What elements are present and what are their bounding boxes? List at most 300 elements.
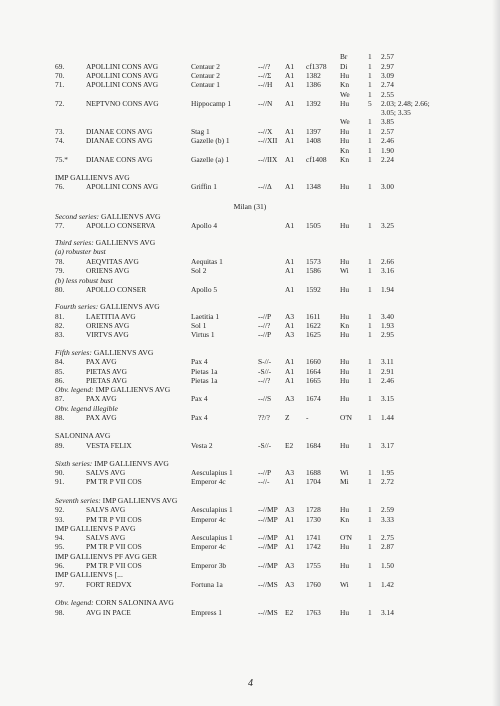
reverse-legend-cell: DIANAE CONS AVG	[86, 127, 153, 136]
reverse-legend-cell: APOLLINI CONS AVG	[86, 182, 159, 191]
collection-cell: Hu	[340, 312, 350, 321]
count-cell: 1	[368, 127, 372, 136]
officina-cell: A1	[285, 80, 295, 89]
reference-cell: 1665	[306, 376, 321, 385]
collection-cell: Kn	[340, 155, 350, 164]
collection-cell: O'N	[340, 413, 353, 422]
weight-cell: 1.44	[381, 413, 394, 422]
reference-cell: 1586	[306, 266, 321, 275]
mintmark-cell: --//P	[258, 468, 272, 477]
obverse-legend: GALLIENVS AVG	[95, 238, 156, 247]
weight-cell: 1.42	[381, 580, 394, 589]
table-row	[0, 441, 500, 451]
reference-cell: 1622	[306, 321, 321, 330]
reverse-legend-cell: AVG IN PACE	[86, 608, 131, 617]
collection-cell: Wi	[340, 468, 349, 477]
count-cell: 1	[368, 542, 372, 551]
weight-cell: 3.33	[381, 515, 394, 524]
mintmark-cell: --//Δ	[258, 182, 272, 191]
catalogue-number-cell: 95.	[55, 542, 65, 551]
count-cell: 1	[368, 266, 372, 275]
mintmark-cell: --//P	[258, 312, 272, 321]
obverse-legend: CORN SALONINA AVG	[95, 598, 174, 607]
catalogue-number-cell: 78.	[55, 257, 65, 266]
count-cell: 1	[368, 367, 372, 376]
weight-cell: 2.24	[381, 155, 394, 164]
weight-cell: 3.14	[381, 608, 394, 617]
reverse-type-cell: Emperor 4c	[191, 515, 226, 524]
weight-cell: 2.57	[381, 52, 394, 61]
weight-cell: 2.55	[381, 90, 394, 99]
reverse-legend-cell: ORIENS AVG	[86, 321, 130, 330]
table-row	[0, 505, 500, 515]
collection-cell: Hu	[340, 257, 350, 266]
obverse-legend: GALLIENVS AVG	[93, 348, 154, 357]
mintmark-cell: --//Σ	[258, 71, 272, 80]
reference-cell: 1730	[306, 515, 321, 524]
series-label: Obv. legend:	[55, 598, 94, 607]
reference-cell: 1688	[306, 468, 321, 477]
collection-cell: Hu	[340, 376, 350, 385]
series-label: Fifth series:	[55, 348, 92, 357]
catalogue-number-cell: 88.	[55, 413, 65, 422]
mintmark-cell: --//IIX	[258, 155, 278, 164]
table-row	[0, 117, 500, 127]
collection-cell: Kn	[340, 146, 350, 155]
series-label: Fourth series:	[55, 302, 99, 311]
catalogue-number-cell: 84.	[55, 357, 65, 366]
weight-cell: 2.57	[381, 127, 394, 136]
count-cell: 1	[368, 155, 372, 164]
table-row	[0, 477, 500, 487]
collection-cell: Di	[340, 62, 348, 71]
reference-cell: 1382	[306, 71, 321, 80]
reverse-legend-cell: SALVS AVG	[86, 533, 126, 542]
collection-cell: We	[340, 117, 350, 126]
mintmark-cell: --//MP	[258, 533, 278, 542]
officina-cell: A3	[285, 312, 295, 321]
catalogue-number-cell: 90.	[55, 468, 65, 477]
catalogue-number-cell: 74.	[55, 136, 65, 145]
reverse-legend-cell: SALVS AVG	[86, 468, 126, 477]
count-cell: 1	[368, 117, 372, 126]
count-cell: 1	[368, 136, 372, 145]
reverse-legend-cell: DIANAE CONS AVG	[86, 136, 153, 145]
obverse-legend: IMP GALLIENVS AVG	[102, 496, 178, 505]
officina-cell: E2	[285, 608, 294, 617]
mintmark-cell: --//P	[258, 330, 272, 339]
reverse-legend-cell: VESTA FELIX	[86, 441, 132, 450]
weight-cell: 3.11	[381, 357, 394, 366]
collection-cell: Mi	[340, 477, 349, 486]
reverse-type-cell: Centaur 2	[191, 62, 220, 71]
officina-cell: A1	[285, 285, 295, 294]
catalogue-number-cell: 73.	[55, 127, 65, 136]
reference-cell: 1728	[306, 505, 321, 514]
page-number: 4	[248, 678, 253, 689]
officina-cell: A1	[285, 321, 295, 330]
reverse-type-cell: Emperor 4c	[191, 477, 226, 486]
reference-cell: 1704	[306, 477, 321, 486]
officina-cell: A3	[285, 561, 295, 570]
reverse-type-cell: Sol 1	[191, 321, 207, 330]
series-label: Seventh series:	[55, 496, 101, 505]
catalogue-number-cell: 92.	[55, 505, 65, 514]
officina-cell: A1	[285, 533, 295, 542]
reverse-legend-cell: SALVS AVG	[86, 505, 126, 514]
weight-cell: 1.50	[381, 561, 394, 570]
catalogue-number-cell: 72.	[55, 99, 65, 108]
catalogue-number-cell: 69.	[55, 62, 65, 71]
officina-cell: A3	[285, 330, 295, 339]
count-cell: 1	[368, 468, 372, 477]
collection-cell: Hu	[340, 127, 350, 136]
count-cell: 1	[368, 376, 372, 385]
reference-cell: 1625	[306, 330, 321, 339]
weight-cell: 2.97	[381, 62, 394, 71]
collection-cell: Kn	[340, 80, 350, 89]
catalogue-number-cell: 75.*	[55, 155, 68, 164]
table-row	[0, 542, 500, 552]
weight-cell: 3.17	[381, 441, 394, 450]
weight-cell: 1.90	[381, 146, 394, 155]
catalogue-number-cell: 87.	[55, 394, 65, 403]
mintmark-cell: S-//-	[258, 357, 272, 366]
weight-cell: 3.15	[381, 394, 394, 403]
weight-cell: 3.05; 3.35	[381, 108, 411, 117]
reverse-type-cell: Apollo 4	[191, 221, 218, 230]
weight-cell: 1.95	[381, 468, 394, 477]
mintmark-cell: --//MS	[258, 580, 278, 589]
count-cell: 1	[368, 441, 372, 450]
reverse-legend-cell: LAETITIA AVG	[86, 312, 136, 321]
officina-cell: A1	[285, 266, 295, 275]
reference-cell: 1392	[306, 99, 321, 108]
collection-cell: Hu	[340, 542, 350, 551]
officina-cell: A1	[285, 257, 295, 266]
count-cell: 5	[368, 99, 372, 108]
reference-cell: 1505	[306, 221, 321, 230]
reference-cell: 1674	[306, 394, 321, 403]
table-row	[0, 357, 500, 367]
series-label: Second series:	[55, 212, 100, 221]
weight-cell: 2.46	[381, 376, 394, 385]
mintmark-cell: ??/?	[258, 413, 270, 422]
count-cell: 1	[368, 561, 372, 570]
officina-cell: A1	[285, 477, 295, 486]
mintmark-cell: --//XII	[258, 136, 278, 145]
table-row	[0, 608, 500, 618]
subheading: IMP GALLIENVS PF AVG GER	[55, 552, 158, 561]
weight-cell: 2.75	[381, 533, 394, 542]
catalogue-number-cell: 97.	[55, 580, 65, 589]
count-cell: 1	[368, 515, 372, 524]
reference-cell: 1763	[306, 608, 321, 617]
mintmark-cell: -S//-	[258, 441, 272, 450]
mintmark-cell: --//MS	[258, 608, 278, 617]
series-label: Sixth series:	[55, 459, 93, 468]
reverse-type-cell: Hippocamp 1	[191, 99, 232, 108]
collection-cell: Br	[340, 52, 348, 61]
reverse-type-cell: Apollo 5	[191, 285, 218, 294]
catalogue-number-cell: 85.	[55, 367, 65, 376]
obverse-legend: GALLIENVS AVG	[100, 212, 161, 221]
table-row	[0, 285, 500, 295]
officina-cell: A1	[285, 376, 295, 385]
collection-cell: Hu	[340, 367, 350, 376]
mintmark-cell: --//H	[258, 80, 273, 89]
officina-cell: A1	[285, 155, 295, 164]
series-heading	[55, 598, 174, 608]
reverse-legend-cell: PM TR P VII COS	[86, 477, 142, 486]
count-cell: 1	[368, 312, 372, 321]
reverse-type-cell: Emperor 3b	[191, 561, 227, 570]
table-row	[0, 80, 500, 90]
bust-note: (a) robuster bust	[55, 247, 106, 256]
officina-cell: A1	[285, 357, 295, 366]
officina-cell: E2	[285, 441, 294, 450]
reverse-type-cell: Pax 4	[191, 357, 208, 366]
collection-cell: Kn	[340, 321, 350, 330]
reverse-type-cell: Aesculapius 1	[191, 505, 233, 514]
reference-cell: 1611	[306, 312, 321, 321]
officina-cell: A1	[285, 182, 295, 191]
table-row	[0, 580, 500, 590]
reverse-legend-cell: APOLLINI CONS AVG	[86, 71, 159, 80]
weight-cell: 2.46	[381, 136, 394, 145]
reverse-legend-cell: AEQVITAS AVG	[86, 257, 139, 266]
series-label: Third series:	[55, 238, 94, 247]
reference-cell: 1348	[306, 182, 321, 191]
obverse-legend: GALLIENVS AVG	[100, 302, 160, 311]
officina-cell: Z	[285, 413, 290, 422]
mintmark-cell: --//MP	[258, 542, 278, 551]
collection-cell: O'N	[340, 533, 353, 542]
reference-cell: 1760	[306, 580, 321, 589]
officina-cell: A1	[285, 515, 295, 524]
mintmark-cell: --//S	[258, 394, 272, 403]
catalogue-number-cell: 94.	[55, 533, 65, 542]
reverse-legend-cell: FORT REDVX	[86, 580, 132, 589]
reverse-type-cell: Centaur 2	[191, 71, 220, 80]
mintmark-cell: --//?	[258, 62, 271, 71]
officina-cell: A3	[285, 468, 295, 477]
table-row	[0, 266, 500, 276]
catalogue-number-cell: 98.	[55, 608, 65, 617]
mintmark-cell: --//MP	[258, 505, 278, 514]
reference-cell: 1573	[306, 257, 321, 266]
reverse-legend-cell: NEPTVNO CONS AVG	[86, 99, 159, 108]
officina-cell: A3	[285, 394, 295, 403]
reverse-legend-cell: PM TR P VII COS	[86, 561, 142, 570]
mintmark-cell: --//?	[258, 376, 271, 385]
reverse-type-cell: Fortuna 1a	[191, 580, 223, 589]
series-heading	[55, 302, 160, 312]
reverse-type-cell: Pax 4	[191, 413, 208, 422]
catalogue-number-cell: 93.	[55, 515, 65, 524]
weight-cell: 3.25	[381, 221, 394, 230]
collection-cell: Hu	[340, 330, 350, 339]
collection-cell: Hu	[340, 505, 350, 514]
count-cell: 1	[368, 608, 372, 617]
collection-cell: Hu	[340, 71, 350, 80]
reference-cell: 1660	[306, 357, 321, 366]
collection-cell: Hu	[340, 285, 350, 294]
mintmark-cell: --//?	[258, 321, 271, 330]
collection-cell: Hu	[340, 357, 350, 366]
reference-cell: 1684	[306, 441, 321, 450]
reference-cell: 1386	[306, 80, 321, 89]
reverse-type-cell: Emperor 4c	[191, 542, 226, 551]
reverse-legend-cell: PAX AVG	[86, 357, 117, 366]
mintmark-cell: -S//-	[258, 367, 272, 376]
reverse-type-cell: Aequitas 1	[191, 257, 223, 266]
reference-cell: 1592	[306, 285, 321, 294]
subheading	[55, 247, 106, 257]
weight-cell: 1.94	[381, 285, 394, 294]
reference-cell: 1408	[306, 136, 321, 145]
table-row	[0, 136, 500, 146]
officina-cell: A1	[285, 136, 295, 145]
count-cell: 1	[368, 62, 372, 71]
reference-cell: -	[306, 413, 309, 422]
reverse-type-cell: Gazelle (a) 1	[191, 155, 230, 164]
collection-cell: Hu	[340, 441, 350, 450]
weight-cell: 2.74	[381, 80, 394, 89]
reverse-legend-cell: VIRTVS AVG	[86, 330, 129, 339]
weight-cell: 2.87	[381, 542, 394, 551]
table-row	[0, 394, 500, 404]
reference-cell: 1741	[306, 533, 321, 542]
count-cell: 1	[368, 321, 372, 330]
mintmark-cell: --//MP	[258, 515, 278, 524]
catalogue-number-cell: 76.	[55, 182, 65, 191]
catalogue-number-cell: 70.	[55, 71, 65, 80]
collection-cell: Hu	[340, 182, 350, 191]
collection-cell: Hu	[340, 394, 350, 403]
mintmark-cell: --//N	[258, 99, 273, 108]
count-cell: 1	[368, 357, 372, 366]
table-row	[0, 182, 500, 192]
weight-cell: 2.91	[381, 367, 394, 376]
weight-cell: 2.59	[381, 505, 394, 514]
reverse-legend-cell: APOLLINI CONS AVG	[86, 80, 159, 89]
catalogue-number-cell: 80.	[55, 285, 65, 294]
collection-cell: Kn	[340, 515, 350, 524]
reverse-legend-cell: PIETAS AVG	[86, 376, 127, 385]
officina-cell: A3	[285, 505, 295, 514]
reference-cell: cf1408	[306, 155, 327, 164]
reverse-legend-cell: PM TR P VII COS	[86, 542, 142, 551]
count-cell: 1	[368, 413, 372, 422]
collection-cell: Hu	[340, 561, 350, 570]
weight-cell: 3.09	[381, 71, 394, 80]
count-cell: 1	[368, 221, 372, 230]
weight-cell: 2.72	[381, 477, 394, 486]
count-cell: 1	[368, 90, 372, 99]
subheading: IMP GALLIENVS P AVG	[55, 524, 136, 533]
reference-cell: cf1378	[306, 62, 327, 71]
weight-cell: 2.66	[381, 257, 394, 266]
officina-cell: A1	[285, 542, 295, 551]
reverse-legend-cell: APOLLO CONSER	[86, 285, 147, 294]
reverse-legend-cell: APOLLO CONSERVA	[86, 221, 156, 230]
collection-cell: Wi	[340, 580, 349, 589]
collection-cell: Hu	[340, 221, 350, 230]
obverse-legend: IMP GALLIENVS AVG	[95, 385, 171, 394]
reverse-type-cell: Pax 4	[191, 394, 208, 403]
reverse-legend-cell: APOLLINI CONS AVG	[86, 62, 159, 71]
catalogue-number-cell: 81.	[55, 312, 65, 321]
collection-cell: Wi	[340, 266, 349, 275]
reverse-type-cell: Stag 1	[191, 127, 210, 136]
obverse-legend: IMP GALLIENVS AVG	[94, 459, 169, 468]
officina-cell: A3	[285, 580, 295, 589]
mint-heading: Milan (31)	[233, 202, 267, 211]
weight-cell: 3.85	[381, 117, 394, 126]
reverse-type-cell: Pietas 1a	[191, 376, 218, 385]
section-heading: IMP GALLIENVS AVG	[55, 173, 130, 182]
bust-note: (b) less robust bust	[55, 276, 113, 285]
count-cell: 1	[368, 285, 372, 294]
count-cell: 1	[368, 533, 372, 542]
count-cell: 1	[368, 580, 372, 589]
section-heading: SALONINA AVG	[55, 431, 111, 440]
count-cell: 1	[368, 182, 372, 191]
catalogue-number-cell: 82.	[55, 321, 65, 330]
officina-cell: A1	[285, 221, 295, 230]
weight-cell: 3.16	[381, 266, 394, 275]
weight-cell: 2.95	[381, 330, 394, 339]
count-cell: 1	[368, 257, 372, 266]
catalogue-number-cell: 79.	[55, 266, 65, 275]
reverse-type-cell: Centaur 1	[191, 80, 220, 89]
collection-cell: Hu	[340, 136, 350, 145]
reverse-legend-cell: DIANAE CONS AVG	[86, 155, 153, 164]
reverse-legend-cell: PAX AVG	[86, 394, 117, 403]
reverse-type-cell: Gazelle (b) 1	[191, 136, 230, 145]
table-row	[0, 221, 500, 231]
catalogue-number-cell: 91.	[55, 477, 65, 486]
reverse-type-cell: Griffin 1	[191, 182, 217, 191]
officina-cell: A1	[285, 71, 295, 80]
reverse-type-cell: Sol 2	[191, 266, 207, 275]
table-row	[0, 413, 500, 423]
reverse-type-cell: Aesculapius 1	[191, 468, 233, 477]
catalogue-number-cell: 71.	[55, 80, 65, 89]
officina-cell: A1	[285, 62, 295, 71]
reverse-type-cell: Vesta 2	[191, 441, 213, 450]
weight-cell: 3.00	[381, 182, 394, 191]
count-cell: 1	[368, 52, 372, 61]
reverse-legend-cell: PAX AVG	[86, 413, 117, 422]
reference-cell: 1664	[306, 367, 321, 376]
count-cell: 1	[368, 330, 372, 339]
collection-cell: We	[340, 90, 350, 99]
count-cell: 1	[368, 477, 372, 486]
catalogue-number-cell: 77.	[55, 221, 65, 230]
reference-cell: 1397	[306, 127, 321, 136]
reverse-type-cell: Empress 1	[191, 608, 222, 617]
weight-cell: 2.03; 2.48; 2.66;	[381, 99, 430, 108]
table-row	[0, 52, 500, 62]
mintmark-cell: --//X	[258, 127, 273, 136]
reverse-legend-cell: PM TR P VII COS	[86, 515, 142, 524]
legend-note: Obv. legend illegible	[55, 404, 118, 413]
mintmark-cell: --//MP	[258, 561, 278, 570]
count-cell: 1	[368, 505, 372, 514]
reverse-legend-cell: PIETAS AVG	[86, 367, 127, 376]
